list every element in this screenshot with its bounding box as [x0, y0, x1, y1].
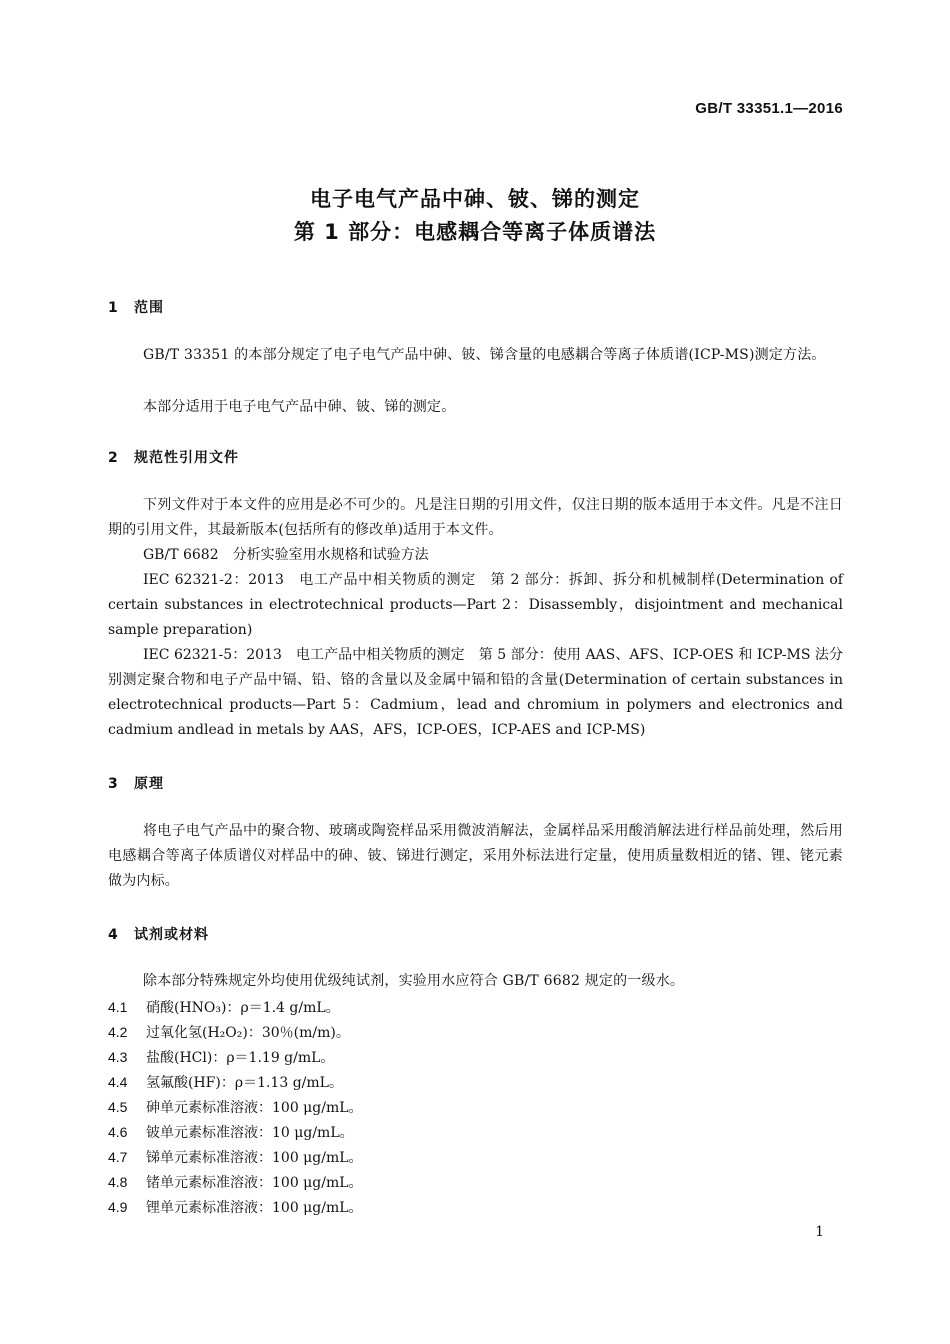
section-title: 原理 — [134, 776, 164, 792]
item-text: 硝酸(HNO₃)：ρ＝1.4 g/mL。 — [146, 1000, 340, 1016]
reference-iec-62321-5: IEC 62321-5：2013 电工产品中相关物质的测定 第 5 部分：使用 AAS、AFS、ICP-OES 和 ICP-MS 法分别测定聚合物和电子产品中镉、铅、铬的含量以及金属中镉和铅的含量(Determination of certain substances in electrotechnical products—Part 5：Cadmium，lead and chromium in polymers and electronics and cadmium andlead in metals by AAS，AFS，ICP-OES，ICP-AES and ICP-MS) — [108, 647, 843, 738]
reference-gbt-6682: GB/T 6682 分析实验室用水规格和试验方法 — [143, 547, 429, 563]
page-number: 1 — [815, 1224, 824, 1240]
item-number: 4.8 — [108, 1174, 128, 1190]
item-number: 4.3 — [108, 1049, 128, 1065]
document-code: GB/T 33351.1—2016 — [695, 100, 843, 117]
section-title: 试剂或材料 — [134, 927, 209, 943]
item-number: 4.1 — [108, 999, 128, 1015]
list-item — [108, 1020, 350, 1046]
section-3-paragraph-1: 将电子电气产品中的聚合物、玻璃或陶瓷样品采用微波消解法，金属样品采用酸消解法进行样品前处理，然后用电感耦合等离子体质谱仪对样品中的砷、铍、锑进行测定，采用外标法进行定量，使用质量数相近的锗、锂、铑元素做为内标。 — [108, 823, 843, 889]
section-number: 4 — [108, 927, 119, 943]
section-4-heading — [108, 924, 209, 944]
list-item — [108, 995, 340, 1021]
section-1-paragraph-2: 本部分适用于电子电气产品中砷、铍、锑的测定。 — [143, 399, 456, 415]
list-item — [108, 1195, 363, 1221]
section-2-paragraph-1: 下列文件对于本文件的应用是必不可少的。凡是注日期的引用文件，仅注日期的版本适用于本文件。凡是不注日期的引用文件，其最新版本(包括所有的修改单)适用于本文件。 — [108, 497, 843, 538]
item-number: 4.4 — [108, 1074, 128, 1090]
section-1-heading — [108, 297, 164, 317]
item-text: 锂单元素标准溶液：100 μg/mL。 — [146, 1200, 363, 1216]
item-number: 4.2 — [108, 1024, 128, 1040]
list-item — [108, 1095, 363, 1121]
list-item — [108, 1145, 363, 1171]
section-3-heading — [108, 773, 164, 793]
reference-iec-62321-2: IEC 62321-2：2013 电工产品中相关物质的测定 第 2 部分：拆卸、拆分和机械制样(Determination of certain substances in electrotechnical products—Part 2：Disassembly，disjointment and mechanical sample preparation) — [108, 572, 843, 638]
item-number: 4.6 — [108, 1124, 128, 1140]
section-2-heading — [108, 447, 239, 467]
section-number: 3 — [108, 776, 119, 792]
item-number: 4.5 — [108, 1099, 128, 1115]
document-title: 电子电气产品中砷、铍、锑的测定 — [310, 187, 640, 211]
list-item — [108, 1045, 334, 1071]
item-text: 过氧化氢(H₂O₂)：30％(m/m)。 — [146, 1025, 350, 1041]
section-number: 1 — [108, 300, 119, 316]
section-title: 范围 — [134, 300, 164, 316]
section-number: 2 — [108, 450, 119, 466]
item-text: 砷单元素标准溶液：100 μg/mL。 — [146, 1100, 363, 1116]
list-item — [108, 1120, 354, 1146]
item-text: 锗单元素标准溶液：100 μg/mL。 — [146, 1175, 363, 1191]
item-number: 4.7 — [108, 1149, 128, 1165]
section-4-paragraph-1: 除本部分特殊规定外均使用优级纯试剂，实验用水应符合 GB/T 6682 规定的一级水。 — [143, 973, 685, 989]
section-title: 规范性引用文件 — [134, 450, 239, 466]
list-item — [108, 1170, 363, 1196]
item-text: 铍单元素标准溶液：10 μg/mL。 — [146, 1125, 354, 1141]
item-text: 锑单元素标准溶液：100 μg/mL。 — [146, 1150, 363, 1166]
item-number: 4.9 — [108, 1199, 128, 1215]
section-1-paragraph-1: GB/T 33351 的本部分规定了电子电气产品中砷、铍、锑含量的电感耦合等离子体质谱(ICP-MS)测定方法。 — [143, 347, 826, 363]
item-text: 氢氟酸(HF)：ρ＝1.13 g/mL。 — [146, 1075, 343, 1091]
item-text: 盐酸(HCl)：ρ＝1.19 g/mL。 — [146, 1050, 335, 1066]
list-item — [108, 1070, 343, 1096]
document-subtitle: 第 1 部分：电感耦合等离子体质谱法 — [293, 220, 657, 244]
